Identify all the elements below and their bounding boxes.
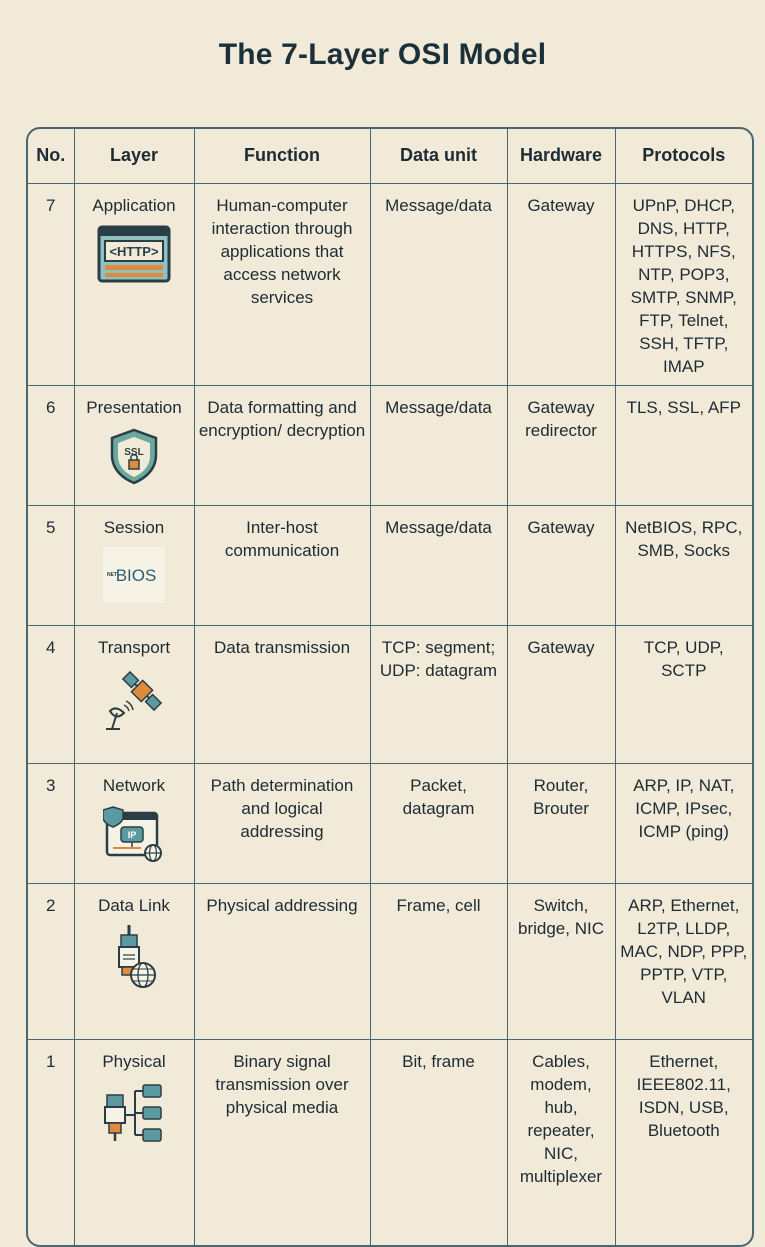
layer-cell bbox=[74, 183, 194, 385]
function-cell: Inter-host communication bbox=[194, 505, 370, 625]
ip-network-icon bbox=[103, 805, 165, 863]
osi-table bbox=[26, 127, 754, 1247]
header-hardware: Hardware bbox=[507, 129, 615, 183]
netbios-icon-label: BIOS bbox=[115, 565, 157, 585]
layer-cell bbox=[74, 1039, 194, 1247]
layer-cell bbox=[74, 385, 194, 505]
data-unit-cell: Message/data bbox=[370, 183, 507, 385]
header-data-unit: Data unit bbox=[370, 129, 507, 183]
header-no: No. bbox=[28, 129, 74, 183]
table-row bbox=[28, 883, 752, 1039]
function-cell: Binary signal transmission over physical media bbox=[194, 1039, 370, 1247]
layer-number: 1 bbox=[28, 1039, 74, 1247]
satellite-dish-icon bbox=[102, 667, 166, 733]
layer-cell bbox=[74, 625, 194, 763]
hardware-cell: Cables, modem, hub, repeater, NIC, multiplexer bbox=[507, 1039, 615, 1247]
function-cell: Data transmission bbox=[194, 625, 370, 763]
protocols-cell: TCP, UDP, SCTP bbox=[615, 625, 752, 763]
hardware-cell: Switch, bridge, NIC bbox=[507, 883, 615, 1039]
cable-servers-icon bbox=[103, 1081, 165, 1143]
layer-cell bbox=[74, 505, 194, 625]
protocols-cell: UPnP, DHCP, DNS, HTTP, HTTPS, NFS, NTP, POP3, SMTP, SNMP, FTP, Telnet, SSH, TFTP, IMAP bbox=[615, 183, 752, 385]
data-unit-cell: Bit, frame bbox=[370, 1039, 507, 1247]
http-window-icon bbox=[97, 225, 171, 283]
layer-number: 2 bbox=[28, 883, 74, 1039]
http-icon-label: <HTTP> bbox=[109, 243, 159, 259]
header-function: Function bbox=[194, 129, 370, 183]
table-header-row bbox=[28, 129, 752, 183]
header-protocols: Protocols bbox=[615, 129, 752, 183]
layer-name: Data Link bbox=[98, 895, 170, 915]
table-row bbox=[28, 763, 752, 883]
ssl-shield-icon bbox=[108, 427, 160, 485]
protocols-cell: ARP, IP, NAT, ICMP, IPsec, ICMP (ping) bbox=[615, 763, 752, 883]
hardware-cell: Router, Brouter bbox=[507, 763, 615, 883]
header-layer: Layer bbox=[74, 129, 194, 183]
netbios-logo-icon bbox=[103, 547, 165, 603]
layer-number: 4 bbox=[28, 625, 74, 763]
layer-number: 6 bbox=[28, 385, 74, 505]
layer-number: 7 bbox=[28, 183, 74, 385]
protocols-cell: NetBIOS, RPC, SMB, Socks bbox=[615, 505, 752, 625]
hardware-cell: Gateway bbox=[507, 505, 615, 625]
data-unit-cell: Frame, cell bbox=[370, 883, 507, 1039]
function-cell: Human-computer interaction through applications that access network services bbox=[194, 183, 370, 385]
hardware-cell: Gateway bbox=[507, 183, 615, 385]
layer-name: Network bbox=[102, 775, 166, 795]
table-row bbox=[28, 625, 752, 763]
page-title: The 7-Layer OSI Model bbox=[218, 38, 547, 71]
layer-name: Presentation bbox=[86, 397, 182, 417]
data-unit-cell: Packet, datagram bbox=[370, 763, 507, 883]
table-row bbox=[28, 1039, 752, 1247]
layer-name: Physical bbox=[102, 1051, 166, 1071]
table-row bbox=[28, 385, 752, 505]
layer-number: 5 bbox=[28, 505, 74, 625]
layer-cell bbox=[74, 883, 194, 1039]
protocols-cell: TLS, SSL, AFP bbox=[615, 385, 752, 505]
ethernet-globe-icon bbox=[109, 925, 159, 989]
layer-name: Session bbox=[103, 517, 165, 537]
table-row bbox=[28, 183, 752, 385]
netbios-icon-prefix: NET bbox=[107, 571, 117, 578]
function-cell: Path determination and logical addressing bbox=[194, 763, 370, 883]
table-row bbox=[28, 505, 752, 625]
layer-name: Transport bbox=[97, 637, 171, 657]
layer-number: 3 bbox=[28, 763, 74, 883]
ssl-icon-label: SSL bbox=[124, 446, 144, 458]
data-unit-cell: Message/data bbox=[370, 385, 507, 505]
ip-icon-label: IP bbox=[127, 829, 137, 840]
hardware-cell: Gateway redirector bbox=[507, 385, 615, 505]
hardware-cell: Gateway bbox=[507, 625, 615, 763]
protocols-cell: Ethernet, IEEE802.11, ISDN, USB, Bluetooth bbox=[615, 1039, 752, 1247]
layer-cell bbox=[74, 763, 194, 883]
protocols-cell: ARP, Ethernet, L2TP, LLDP, MAC, NDP, PPP, PPTP, VTP, VLAN bbox=[615, 883, 752, 1039]
data-unit-cell: Message/data bbox=[370, 505, 507, 625]
function-cell: Data formatting and encryption/ decryption bbox=[194, 385, 370, 505]
layer-name: Application bbox=[92, 195, 176, 215]
data-unit-cell: TCP: segment; UDP: datagram bbox=[370, 625, 507, 763]
function-cell: Physical addressing bbox=[194, 883, 370, 1039]
